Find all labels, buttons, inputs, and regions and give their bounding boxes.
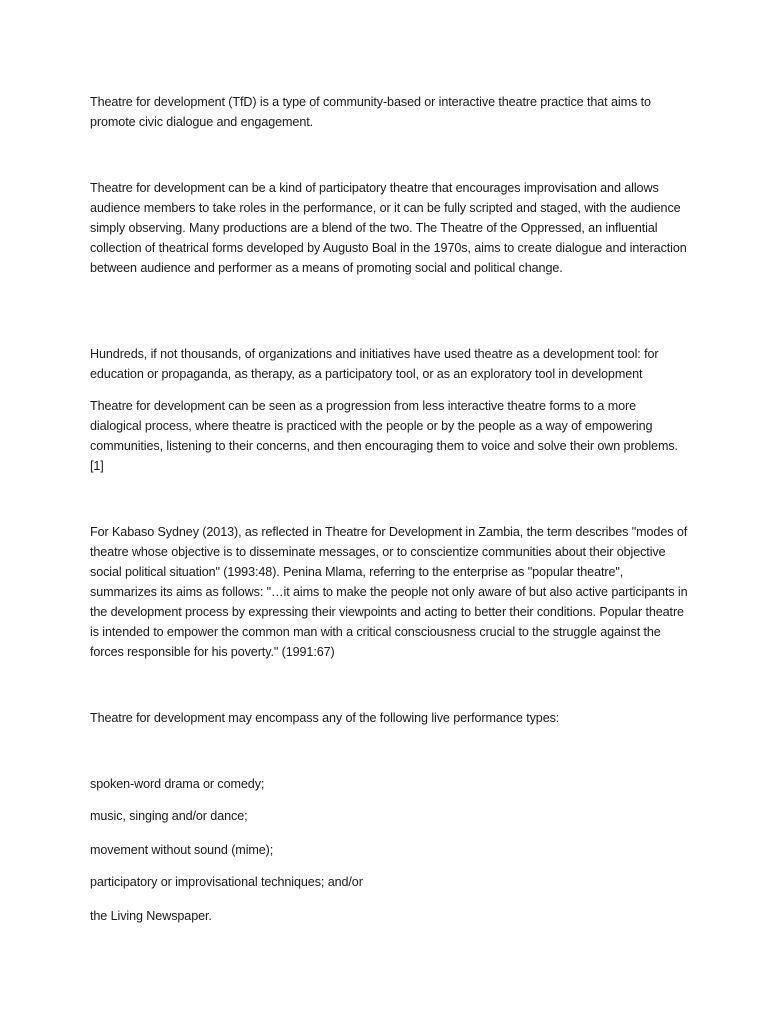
list-item-living-newspaper: the Living Newspaper. <box>90 909 212 923</box>
paragraph-performance-types-intro: Theatre for development may encompass any of the following live performance types: <box>90 711 560 725</box>
list-item-mime: movement without sound (mime); <box>90 843 274 857</box>
list-item-spoken-word: spoken-word drama or comedy; <box>90 777 265 791</box>
list-item-music: music, singing and/or dance; <box>90 809 248 823</box>
paragraph-tfd-definition: Theatre for development (TfD) is a type of community-based or interactive theatre practice that aims to promote civic dialogue and engagement. <box>90 95 651 129</box>
list-item-participatory: participatory or improvisational techniques; and/or <box>90 875 363 889</box>
paragraph-participatory-theatre: Theatre for development can be a kind of participatory theatre that encourages improvisation and allows audience members to take roles in the performance, or it can be fully scripted and staged, with the audience simply observing. Many productions are a blend of the two. The Theatre of the Oppressed, an influential collection of theatrical forms developed by Augusto Boal in the 1970s, aims to create dialogue and interaction between audience and performer as a means of promoting social and political change. <box>90 181 687 275</box>
paragraph-kabaso-sydney: For Kabaso Sydney (2013), as reflected in Theatre for Development in Zambia, the term describes "modes of theatre whose objective is to disseminate messages, or to conscientize communities about their objective social political situation" (1993:48). Penina Mlama, referring to the enterprise as "popular theatre", summarizes its aims as follows: "…it aims to make the people not only aware of but also active participants in the development process by expressing their viewpoints and acting to better their conditions. Popular theatre is intended to empower the common man with a critical consciousness crucial to the struggle against the forces responsible for his poverty." (1991:67) <box>90 525 688 659</box>
paragraph-progression: Theatre for development can be seen as a progression from less interactive theatre forms to a more dialogical process, where theatre is practiced with the people or by the people as a way of empowering communities, listening to their concerns, and then encouraging them to voice and solve their own problems.[1] <box>90 399 678 473</box>
paragraph-organizations: Hundreds, if not thousands, of organizations and initiatives have used theatre as a development tool: for education or propaganda, as therapy, as a participatory tool, or as an exploratory tool in development <box>90 347 659 381</box>
